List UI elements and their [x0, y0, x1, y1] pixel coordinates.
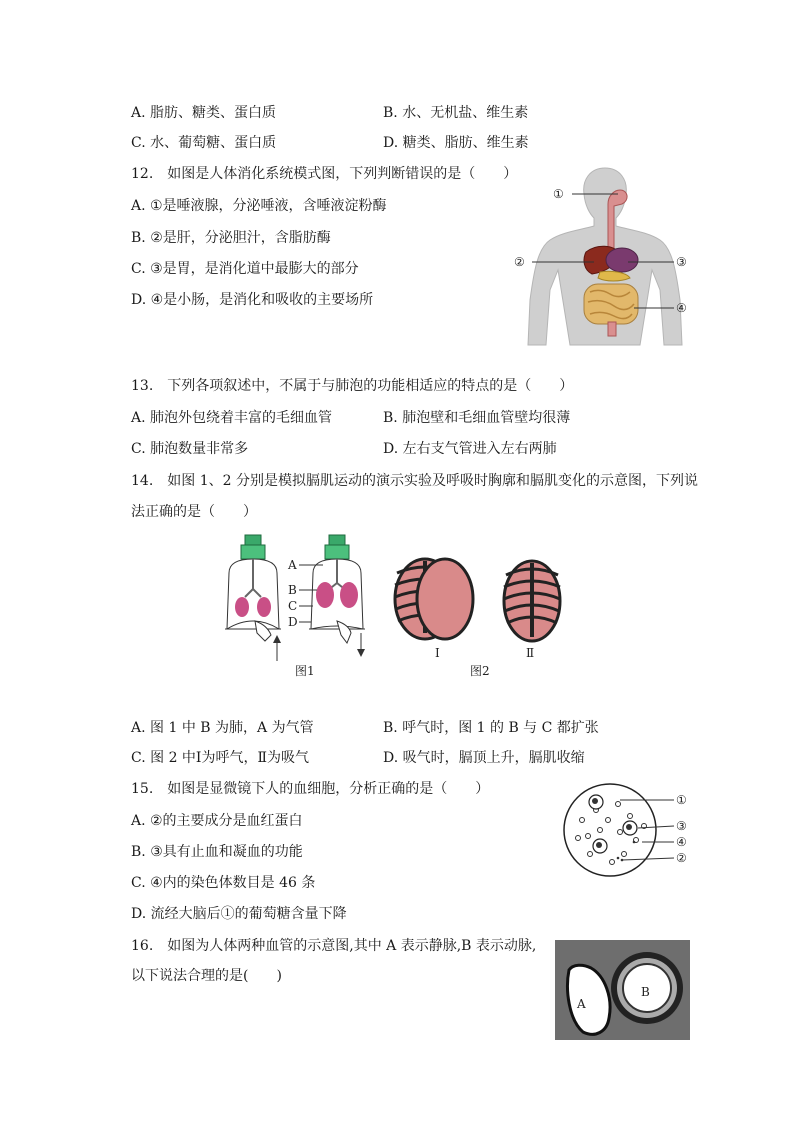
q15-label-1: ①: [676, 793, 687, 807]
q14-fig1-label-b: B: [288, 583, 297, 597]
q14-option-d: D. 吸气时，膈顶上升，膈肌收缩: [383, 750, 585, 766]
q12-label-3: ③: [676, 255, 687, 269]
q11-option-a: A. 脂肪、糖类、蛋白质: [131, 105, 277, 121]
bell-jar-left: [225, 535, 281, 661]
q15-label-3: ③: [676, 819, 687, 833]
q16-stem-line1: 16. 如图为人体两种血管的示意图,其中 A 表示静脉,B 表示动脉,: [131, 938, 537, 954]
q12-label-2: ②: [514, 255, 525, 269]
q16-label-b: B: [641, 985, 650, 999]
q15-label-2: ②: [676, 851, 687, 865]
q13-option-b: B. 肺泡壁和毛细血管壁均很薄: [383, 410, 571, 426]
q14-stem-line1: 14. 如图 1、2 分别是模拟膈肌运动的演示实验及呼吸时胸廓和膈肌变化的示意图，下列说: [131, 473, 698, 489]
blood-cells-figure: [560, 780, 700, 880]
q12-option-c: C. ③是胃，是消化道中最膨大的部分: [131, 261, 359, 277]
q15-stem: 15. 如图是显微镜下人的血细胞，分析正确的是（ ）: [131, 781, 490, 797]
q15-option-b: B. ③具有止血和凝血的功能: [131, 844, 303, 860]
q14-option-c: C. 图 2 中Ⅰ为呼气，Ⅱ为吸气: [131, 750, 309, 766]
q13-option-d: D. 左右支气管进入左右两肺: [383, 441, 557, 457]
q15-label-4: ④: [676, 835, 687, 849]
q14-fig1-label-d: D: [288, 615, 298, 629]
digestive-system-figure: [510, 160, 700, 350]
q11-option-c: C. 水、葡萄糖、蛋白质: [131, 135, 277, 151]
q12-label-1: ①: [553, 187, 564, 201]
q13-stem: 13. 下列各项叙述中，不属于与肺泡的功能相适应的特点的是（ ）: [131, 378, 574, 394]
q14-option-a: A. 图 1 中 B 为肺，A 为气管: [131, 720, 314, 736]
ribcage-figure-2: [495, 553, 569, 683]
q14-stem-line2: 法正确的是（ ）: [131, 504, 257, 520]
bell-jar-right: [299, 535, 365, 653]
q12-option-d: D. ④是小肠，是消化和吸收的主要场所: [131, 292, 374, 308]
q16-label-a: A: [577, 997, 586, 1011]
q12-option-b: B. ②是肝，分泌胆汁，含脂肪酶: [131, 230, 331, 246]
q15-option-a: A. ②的主要成分是血红蛋白: [131, 813, 303, 829]
q11-option-b: B. 水、无机盐、维生素: [383, 105, 529, 121]
q14-fig2-caption: 图2: [470, 664, 490, 678]
diaphragm-figure: [215, 533, 490, 683]
ribcage-2: [417, 559, 473, 639]
q11-option-d: D. 糖类、脂肪、维生素: [383, 135, 529, 151]
q14-fig2-roman-2: Ⅱ: [526, 646, 535, 660]
q12-stem: 12. 如图是人体消化系统模式图，下列判断错误的是（ ）: [131, 166, 518, 182]
q14-fig1-label-a: A: [288, 558, 297, 572]
q16-stem-line2: 以下说法合理的是( ): [131, 968, 282, 984]
blood-vessels-figure: [555, 940, 690, 1040]
q14-option-b: B. 呼气时，图 1 的 B 与 C 都扩张: [383, 720, 599, 736]
q15-option-c: C. ④内的染色体数目是 46 条: [131, 875, 316, 891]
q14-fig2-roman-1: Ⅰ: [435, 646, 440, 660]
q12-label-4: ④: [676, 301, 687, 315]
q14-fig1-label-c: C: [288, 599, 298, 613]
q15-option-d: D. 流经大脑后①的葡萄糖含量下降: [131, 906, 347, 922]
q13-option-a: A. 肺泡外包绕着丰富的毛细血管: [131, 410, 333, 426]
q12-option-a: A. ①是唾液腺，分泌唾液，含唾液淀粉酶: [131, 198, 387, 214]
q13-option-c: C. 肺泡数量非常多: [131, 441, 249, 457]
q14-fig1-caption: 图1: [295, 664, 315, 678]
